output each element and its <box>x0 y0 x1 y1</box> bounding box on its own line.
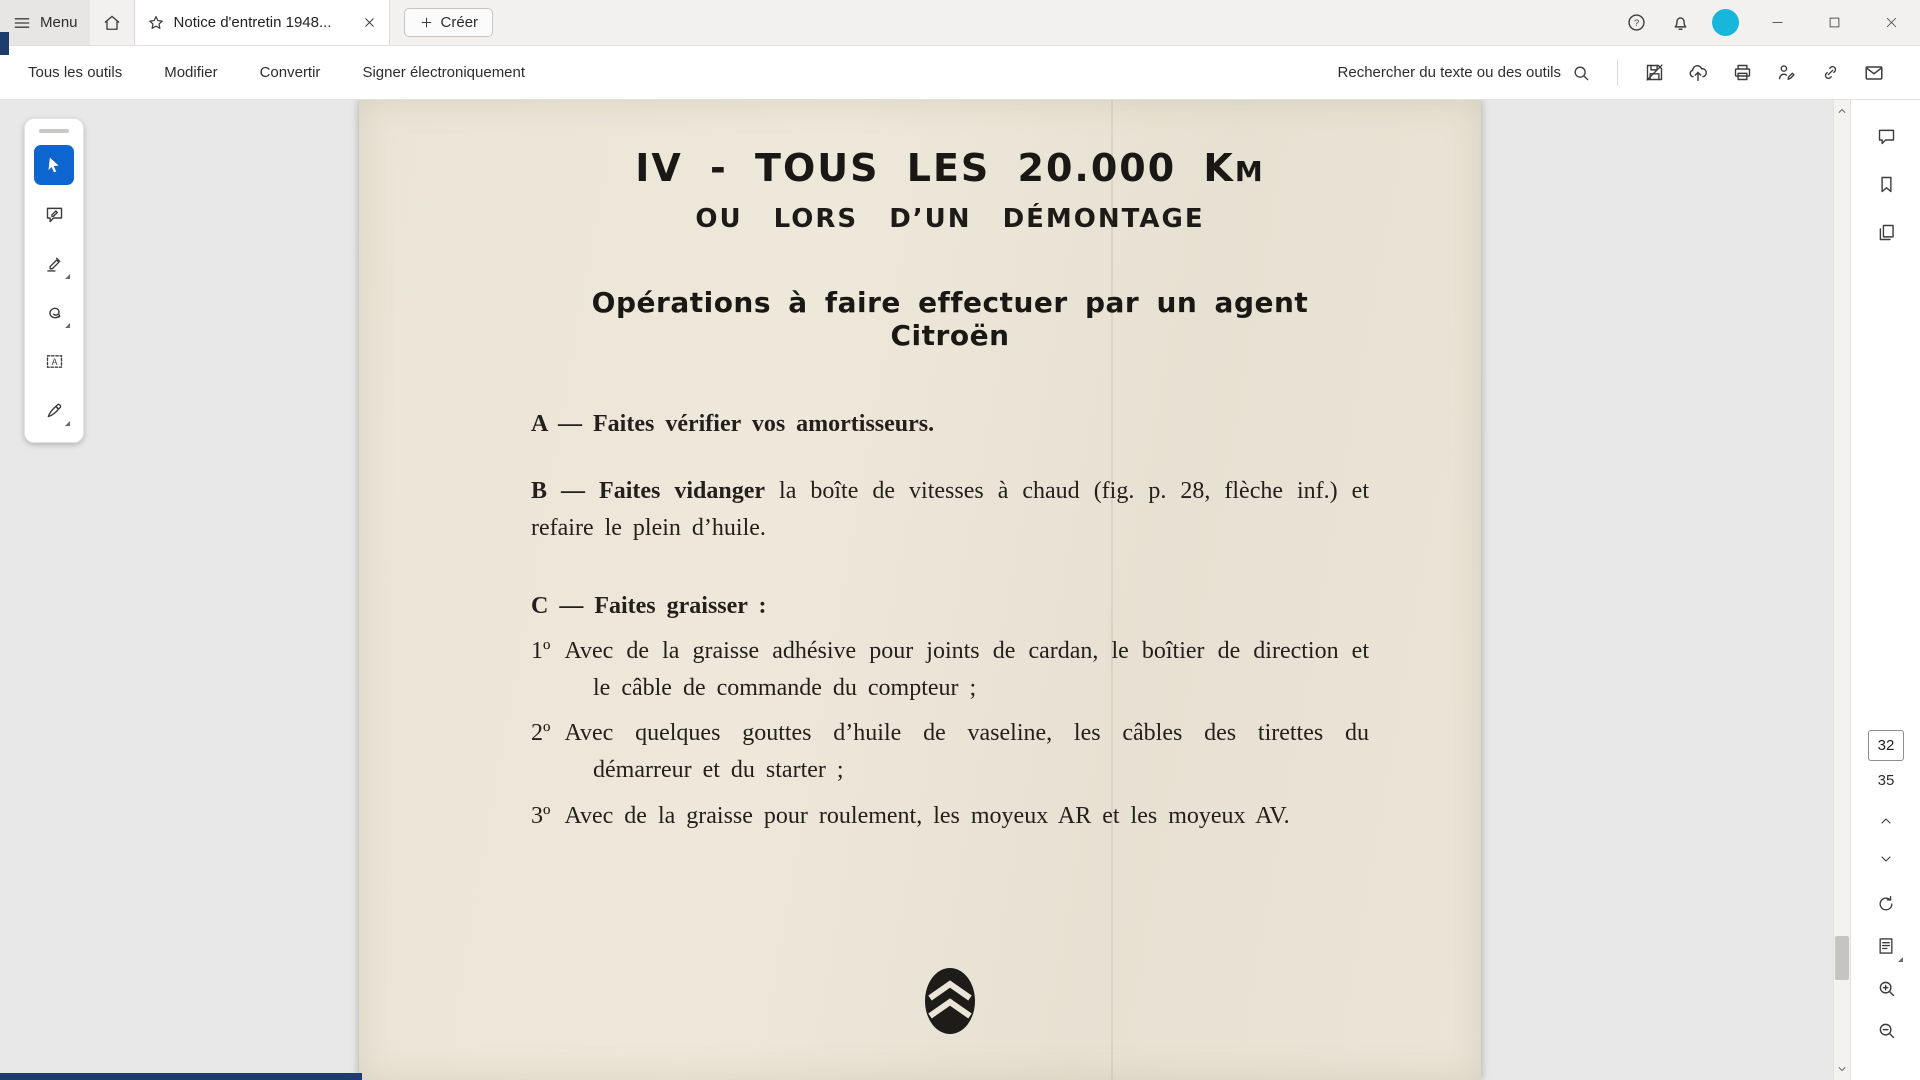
save-icon <box>1644 62 1665 83</box>
cursor-icon <box>44 155 64 175</box>
background-window-sliver-bottom <box>0 1073 362 1080</box>
draw-tool-button[interactable] <box>34 292 74 332</box>
select-tool-button[interactable] <box>34 145 74 185</box>
maximize-icon <box>1827 15 1842 30</box>
doc-paragraph-b-rest: la boîte de vitesses à chaud (fig. p. 28, flèche inf.) et refaire le plein d’huile. <box>531 478 1369 542</box>
add-comment-tool-button[interactable] <box>34 194 74 234</box>
doc-paragraph-c: C — Faites graisser : <box>531 592 767 619</box>
doc-list-item <box>531 798 1369 835</box>
pdf-page-content <box>359 100 1481 1080</box>
doc-list-item <box>531 715 1369 789</box>
email-icon <box>1863 62 1885 84</box>
text-selection-box-icon <box>44 351 65 372</box>
home-icon <box>102 13 122 33</box>
svg-text:A: A <box>51 356 57 367</box>
help-button[interactable] <box>1614 0 1658 45</box>
doc-item-text: Avec de la graisse adhésive pour joints de cardan, le boîtier de direction et le câble de commande du compteur ; <box>564 637 1369 701</box>
toolbar-right <box>1328 53 1894 93</box>
background-window-sliver-top <box>0 32 9 55</box>
svg-text:?: ? <box>1633 18 1639 29</box>
hamburger-menu-icon <box>12 13 32 33</box>
doc-heading-main: IV - TOUS LES 20.000 K <box>635 146 1235 190</box>
vertical-scrollbar[interactable] <box>1833 100 1850 1080</box>
tab-convert[interactable]: Convertir <box>258 58 323 87</box>
tab-title: Notice d'entretin 1948... <box>173 14 332 31</box>
zoom-out-icon <box>1876 1020 1897 1041</box>
current-page-input[interactable]: 32 <box>1868 730 1904 761</box>
previous-page-button[interactable] <box>1865 804 1907 838</box>
create-button[interactable] <box>404 8 494 37</box>
plus-icon <box>419 15 434 30</box>
titlebar-right <box>1614 0 1920 45</box>
scan-ocr-button[interactable] <box>1865 926 1907 966</box>
fill-sign-tool-button[interactable] <box>34 390 74 430</box>
close-window-button[interactable] <box>1863 0 1920 45</box>
bookmark-icon <box>1876 174 1897 195</box>
right-rail <box>1850 100 1920 1080</box>
document-viewer[interactable] <box>0 100 1833 1080</box>
document-tab[interactable] <box>134 0 390 45</box>
doc-subheading: OU LORS D’UN DÉMONTAGE <box>695 204 1205 234</box>
share-link-button[interactable] <box>1810 53 1850 93</box>
zoom-out-button[interactable] <box>1865 1010 1907 1050</box>
minimize-button[interactable] <box>1749 0 1806 45</box>
total-pages-label: 35 <box>1877 772 1895 789</box>
tab-esign[interactable]: Signer électroniquement <box>360 58 527 87</box>
highlight-tool-button[interactable] <box>34 243 74 283</box>
tab-close-icon[interactable] <box>362 15 377 30</box>
main-area <box>0 100 1920 1080</box>
menu-button[interactable] <box>0 0 90 45</box>
scroll-down-button[interactable] <box>1834 1060 1850 1078</box>
chevron-up-icon <box>1878 813 1894 829</box>
link-icon <box>1820 62 1841 83</box>
doc-paragraph-a: A — Faites vérifier vos amortisseurs. <box>531 411 935 437</box>
toolbar-divider <box>1617 60 1618 86</box>
doc-paragraph-b <box>531 473 1369 547</box>
toolbar-tabs <box>26 58 527 87</box>
upload-cloud-button[interactable] <box>1678 53 1718 93</box>
search-field[interactable] <box>1328 57 1601 89</box>
scroll-up-button[interactable] <box>1834 102 1850 120</box>
search-icon <box>1571 63 1591 83</box>
home-button[interactable] <box>90 0 134 45</box>
doc-heading-smallcap: M <box>1234 155 1265 188</box>
toolbar <box>0 46 1920 100</box>
page-thumbnails-panel-button[interactable] <box>1865 212 1907 252</box>
notifications-button[interactable] <box>1658 0 1702 45</box>
avatar[interactable] <box>1712 9 1739 36</box>
reload-icon <box>1876 894 1896 914</box>
doc-list-item <box>531 633 1369 707</box>
cloud-upload-icon <box>1687 62 1709 84</box>
highlighter-icon <box>44 253 65 274</box>
doc-section-heading: Opérations à faire effectuer par un agent Citroën <box>591 286 1309 352</box>
print-button[interactable] <box>1722 53 1762 93</box>
request-signatures-button[interactable] <box>1766 53 1806 93</box>
doc-item-number: 2º <box>531 720 551 747</box>
chevron-down-icon <box>1878 851 1894 867</box>
quick-tools-palette <box>24 118 84 443</box>
citroen-logo-wrap <box>531 965 1369 1042</box>
minimize-icon <box>1770 15 1785 30</box>
create-label: Créer <box>440 14 479 31</box>
rotate-refresh-button[interactable] <box>1865 884 1907 924</box>
next-page-button[interactable] <box>1865 842 1907 876</box>
comments-icon <box>1876 126 1897 147</box>
select-text-box-tool-button[interactable] <box>34 341 74 381</box>
request-signature-icon <box>1776 62 1797 83</box>
help-icon <box>1626 12 1647 33</box>
palette-drag-handle[interactable] <box>39 129 69 133</box>
search-label: Rechercher du texte ou des outils <box>1337 64 1561 81</box>
menu-label: Menu <box>40 14 78 31</box>
print-icon <box>1732 62 1753 83</box>
close-icon <box>1884 15 1899 30</box>
save-button[interactable] <box>1634 53 1674 93</box>
titlebar <box>0 0 1920 46</box>
citroen-logo <box>922 965 978 1037</box>
comments-panel-button[interactable] <box>1865 116 1907 156</box>
pages-icon <box>1876 222 1897 243</box>
bookmarks-panel-button[interactable] <box>1865 164 1907 204</box>
chevron-up-icon <box>1836 105 1848 117</box>
pdf-page[interactable] <box>359 100 1481 1080</box>
doc-item-text: Avec de la graisse pour roulement, les moyeux AR et les moyeux AV. <box>564 802 1290 829</box>
doc-paragraph-b-bold: B — Faites vidanger <box>531 478 766 505</box>
chevron-down-icon <box>1836 1063 1848 1075</box>
fill-sign-pen-icon <box>44 400 65 421</box>
doc-item-number: 1º <box>531 637 551 664</box>
doc-heading <box>531 146 1369 190</box>
comment-add-icon <box>44 204 65 225</box>
zoom-in-icon <box>1876 978 1897 999</box>
tab-all-tools[interactable]: Tous les outils <box>26 58 124 87</box>
star-icon[interactable] <box>147 14 165 32</box>
doc-item-text: Avec quelques gouttes d’huile de vaseline, les câbles des tirettes du démarreur et du starter ; <box>564 720 1369 784</box>
scrollbar-thumb[interactable] <box>1835 936 1849 980</box>
maximize-button[interactable] <box>1806 0 1863 45</box>
bell-icon <box>1670 12 1691 33</box>
email-button[interactable] <box>1854 53 1894 93</box>
doc-item-number: 3º <box>531 802 551 829</box>
ocr-page-icon <box>1876 936 1896 956</box>
tab-edit[interactable]: Modifier <box>162 58 219 87</box>
zoom-in-button[interactable] <box>1865 968 1907 1008</box>
draw-loop-icon <box>44 302 65 323</box>
